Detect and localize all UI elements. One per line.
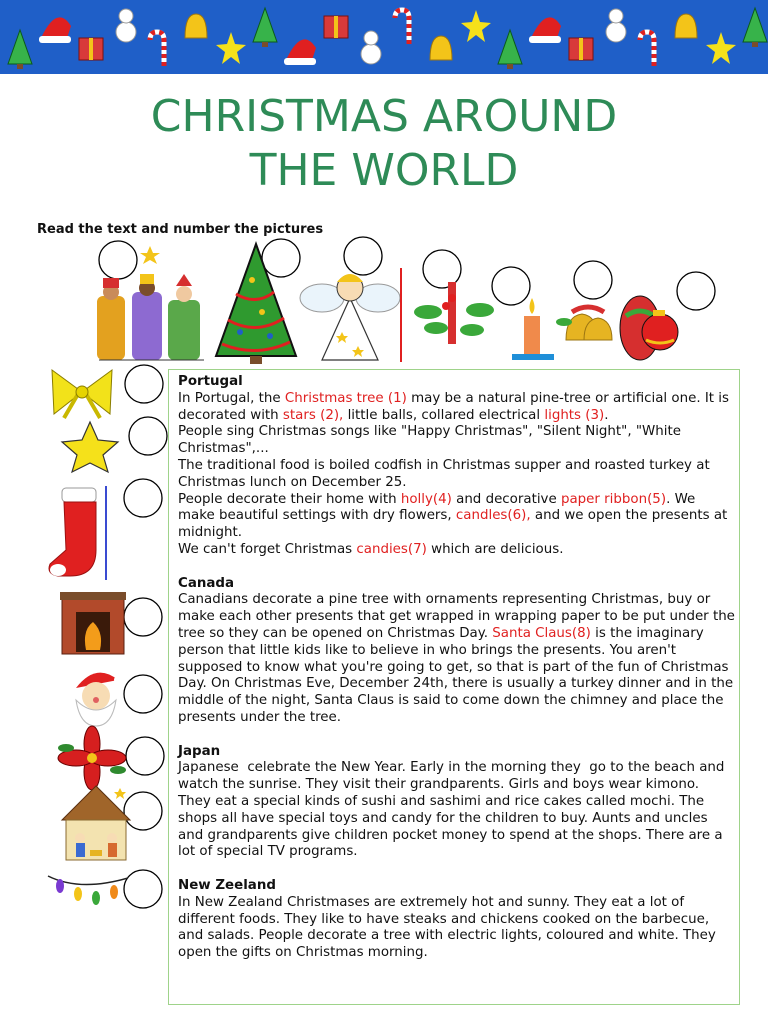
ribbon-bow-icon	[52, 370, 112, 418]
highlighted-term: candies(7)	[356, 541, 427, 557]
text-run: In New Zealand Christmases are extremely hot and sunny. They eat a lot of different foods. They like to have steaks and chickens cooked on the barbecue, and salads. People decorate a tree with electric lights, coloured and white. They open the gifts on Christmas morning.	[178, 894, 721, 961]
santa-claus-icon	[76, 673, 122, 726]
paragraph	[178, 458, 736, 492]
ornaments-icon	[620, 296, 678, 360]
star-icon	[62, 422, 118, 472]
text-run: People sing Christmas songs like "Happy Christmas", "Silent Night", "White Christmas",...	[178, 424, 686, 457]
snowman-icon	[361, 31, 381, 64]
highlighted-term: Santa Claus(8)	[492, 625, 591, 641]
snowman-icon	[606, 9, 626, 42]
answer-circle-1[interactable]	[99, 241, 137, 279]
highlighted-term: lights (3)	[544, 407, 605, 423]
angel-icon	[300, 274, 400, 360]
section-canada	[178, 575, 740, 727]
text-run: We can't forget Christmas	[178, 541, 357, 557]
gift-icon	[324, 16, 348, 38]
section-new-zeeland	[178, 878, 736, 962]
text-run: The traditional food is boiled codfish in Christmas supper and roasted turkey at Christmas lunch on December 25.	[178, 457, 714, 490]
fireplace-icon	[60, 592, 126, 654]
answer-circle-3[interactable]	[344, 237, 382, 275]
reading-text	[178, 374, 740, 979]
paragraph	[178, 592, 740, 726]
highlighted-term: candles(6),	[455, 508, 531, 524]
title-line-2: THE WORLD	[249, 145, 519, 196]
answer-circle-5[interactable]	[492, 267, 530, 305]
section-heading: New Zeeland	[178, 877, 276, 893]
answer-circle-11[interactable]	[124, 598, 162, 636]
section-heading: Canada	[178, 575, 235, 591]
poinsettia-icon	[58, 726, 126, 790]
answer-circle-15[interactable]	[124, 870, 162, 908]
paragraph	[178, 391, 736, 425]
text-run: is the imaginary person that little kids like to believe in who brings the presents. You aren't supposed to know what you're going to get, so that is part of the fun of Christmas Day. On Christmas Eve, December 24th, there is usually a turkey dinner and in the middle of the night, Santa Claus is said to come down the chimney and place the presents under the tree.	[178, 625, 738, 725]
text-run: Japanese celebrate the New Year. Early in the morning they go to the beach and watch the sunrise. They visit their grandparents. Girls and boys wear kimono. They eat a special kinds of sushi and sashimi and rice cakes called mochi. The shops all have special toys and candy for the children to buy. Aunts and uncles and grandparents give children pocket money to spend at the shops. There are a lot of special TV programs.	[178, 760, 729, 860]
picture-row	[0, 236, 768, 370]
answer-circle-7[interactable]	[677, 272, 715, 310]
gift-icon	[79, 38, 103, 60]
christmas-lights-icon	[48, 876, 128, 905]
highlighted-term: paper ribbon(5)	[560, 491, 667, 507]
gift-icon	[569, 38, 593, 60]
answer-circle-8[interactable]	[125, 365, 163, 403]
section-heading: Portugal	[178, 374, 243, 389]
highlighted-term: stars (2),	[282, 407, 344, 423]
text-run: which are delicious.	[426, 541, 564, 557]
paragraph	[178, 492, 736, 542]
christmas-banner	[0, 0, 768, 74]
section-heading: Japan	[178, 743, 221, 759]
section-portugal	[178, 374, 736, 559]
text-run: and we open the presents at midnight.	[178, 508, 732, 541]
text-run: may be a natural pine-tree or artificial one. It is decorated with	[178, 390, 734, 423]
text-run: Canadians decorate a pine tree with ornaments representing Christmas, buy or make each other presents that get wrapped in wrapping paper to be put under the tree so they can be opened on Christmas Day.	[178, 592, 740, 641]
text-run: People decorate their home with	[178, 491, 401, 507]
instruction-text: Read the text and number the pictures	[37, 222, 324, 237]
page-title	[0, 90, 768, 198]
answer-circle-2[interactable]	[262, 239, 300, 277]
highlighted-term: Christmas tree (1)	[284, 390, 407, 406]
answer-circle-10[interactable]	[124, 479, 162, 517]
title-line-1: CHRISTMAS AROUND	[150, 91, 618, 142]
nativity-icon	[62, 786, 130, 860]
answer-circle-14[interactable]	[124, 792, 162, 830]
text-run: . We make beautiful settings with dry flowers,	[178, 491, 700, 524]
highlighted-term: holly(4)	[400, 491, 452, 507]
side-picture-column	[0, 360, 168, 920]
section-japan	[178, 744, 736, 862]
snowman-icon	[116, 9, 136, 42]
text-run: little balls, collared electrical	[343, 407, 545, 423]
paragraph	[178, 895, 736, 962]
paragraph	[178, 542, 736, 559]
text-run: and decorative	[451, 491, 561, 507]
answer-circle-9[interactable]	[129, 417, 167, 455]
answer-circle-6[interactable]	[574, 261, 612, 299]
text-run: .	[604, 407, 609, 423]
bells-icon	[556, 307, 612, 340]
paragraph	[178, 424, 736, 458]
stocking-icon	[49, 486, 106, 580]
candle-icon	[512, 298, 554, 360]
paragraph	[178, 760, 736, 861]
text-run: In Portugal, the	[178, 390, 285, 406]
answer-circle-13[interactable]	[126, 737, 164, 775]
answer-circle-12[interactable]	[124, 675, 162, 713]
